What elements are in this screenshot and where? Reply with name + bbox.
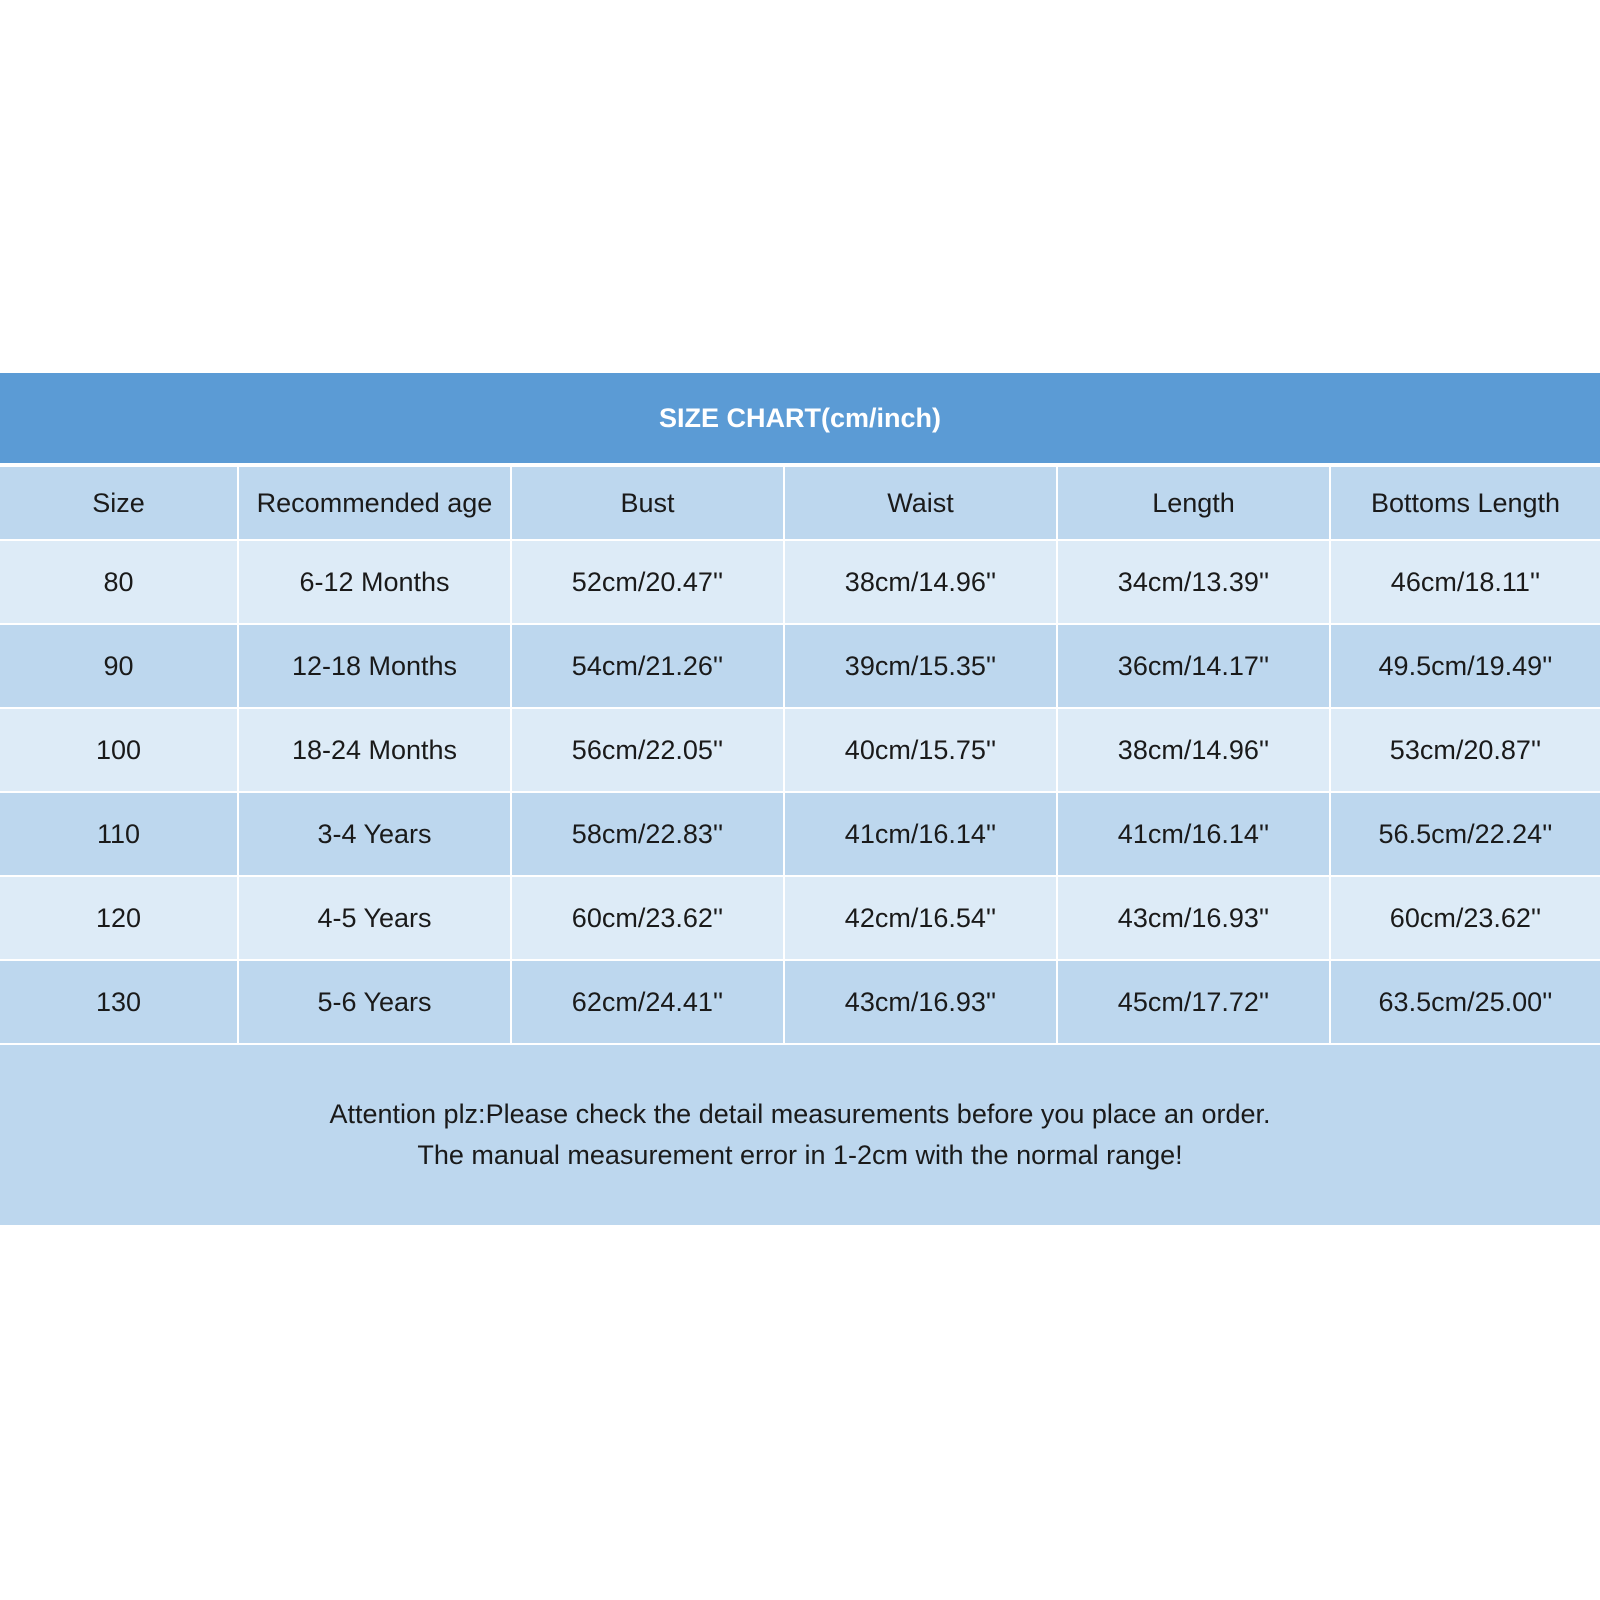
cell-length: 36cm/14.17'' bbox=[1057, 624, 1330, 708]
attention-note-line-2: The manual measurement error in 1-2cm with the normal range! bbox=[417, 1140, 1183, 1170]
table-header-row bbox=[0, 467, 1600, 540]
cell-waist: 41cm/16.14'' bbox=[784, 792, 1057, 876]
cell-recommended-age: 5-6 Years bbox=[238, 960, 511, 1044]
cell-bust: 60cm/23.62'' bbox=[511, 876, 784, 960]
cell-recommended-age: 12-18 Months bbox=[238, 624, 511, 708]
cell-length: 43cm/16.93'' bbox=[1057, 876, 1330, 960]
table-row bbox=[0, 540, 1600, 624]
cell-waist: 40cm/15.75'' bbox=[784, 708, 1057, 792]
cell-bottoms-length: 56.5cm/22.24'' bbox=[1330, 792, 1600, 876]
column-header-bust: Bust bbox=[511, 467, 784, 540]
cell-waist: 38cm/14.96'' bbox=[784, 540, 1057, 624]
column-header-length: Length bbox=[1057, 467, 1330, 540]
cell-length: 45cm/17.72'' bbox=[1057, 960, 1330, 1044]
cell-size: 90 bbox=[0, 624, 238, 708]
cell-size: 80 bbox=[0, 540, 238, 624]
cell-bust: 54cm/21.26'' bbox=[511, 624, 784, 708]
cell-bottoms-length: 49.5cm/19.49'' bbox=[1330, 624, 1600, 708]
cell-recommended-age: 18-24 Months bbox=[238, 708, 511, 792]
table-row bbox=[0, 624, 1600, 708]
cell-bust: 58cm/22.83'' bbox=[511, 792, 784, 876]
table-row bbox=[0, 960, 1600, 1044]
size-table bbox=[0, 467, 1600, 1045]
table-row bbox=[0, 876, 1600, 960]
cell-bust: 52cm/20.47'' bbox=[511, 540, 784, 624]
cell-size: 100 bbox=[0, 708, 238, 792]
cell-recommended-age: 4-5 Years bbox=[238, 876, 511, 960]
cell-bottoms-length: 60cm/23.62'' bbox=[1330, 876, 1600, 960]
column-header-size: Size bbox=[0, 467, 238, 540]
column-header-recommended-age: Recommended age bbox=[238, 467, 511, 540]
cell-bottoms-length: 63.5cm/25.00'' bbox=[1330, 960, 1600, 1044]
cell-bottoms-length: 53cm/20.87'' bbox=[1330, 708, 1600, 792]
cell-size: 110 bbox=[0, 792, 238, 876]
cell-size: 130 bbox=[0, 960, 238, 1044]
column-header-waist: Waist bbox=[784, 467, 1057, 540]
table-row bbox=[0, 708, 1600, 792]
size-chart bbox=[0, 373, 1600, 1225]
attention-note-line-1: Attention plz:Please check the detail measurements before you place an order. bbox=[329, 1099, 1271, 1129]
cell-waist: 42cm/16.54'' bbox=[784, 876, 1057, 960]
cell-length: 34cm/13.39'' bbox=[1057, 540, 1330, 624]
cell-length: 38cm/14.96'' bbox=[1057, 708, 1330, 792]
cell-bottoms-length: 46cm/18.11'' bbox=[1330, 540, 1600, 624]
cell-bust: 62cm/24.41'' bbox=[511, 960, 784, 1044]
attention-note bbox=[0, 1045, 1600, 1225]
column-header-bottoms-length: Bottoms Length bbox=[1330, 467, 1600, 540]
cell-length: 41cm/16.14'' bbox=[1057, 792, 1330, 876]
cell-recommended-age: 6-12 Months bbox=[238, 540, 511, 624]
cell-bust: 56cm/22.05'' bbox=[511, 708, 784, 792]
cell-waist: 43cm/16.93'' bbox=[784, 960, 1057, 1044]
chart-title: SIZE CHART(cm/inch) bbox=[0, 373, 1600, 467]
cell-recommended-age: 3-4 Years bbox=[238, 792, 511, 876]
cell-size: 120 bbox=[0, 876, 238, 960]
cell-waist: 39cm/15.35'' bbox=[784, 624, 1057, 708]
table-row bbox=[0, 792, 1600, 876]
